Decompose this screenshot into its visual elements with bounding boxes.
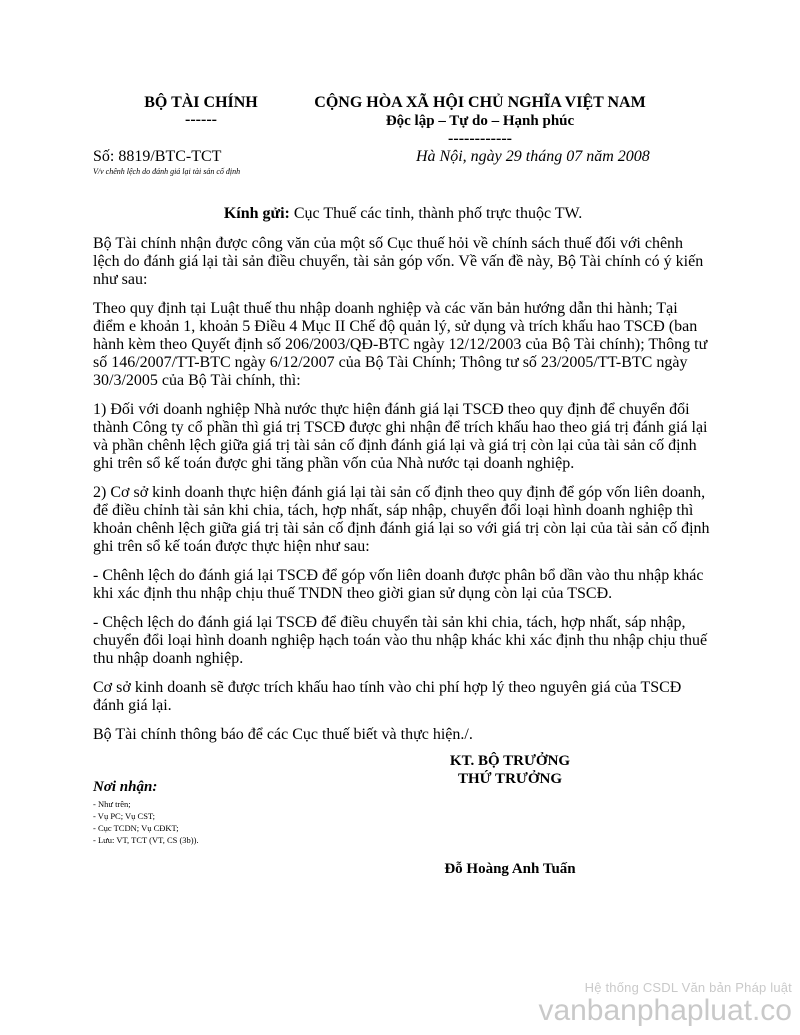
body-paragraph: 2) Cơ sở kinh doanh thực hiện đánh giá lại tài sản cố định theo quy định để góp vốn liên doanh, để điều chỉnh tài sản khi chia, tách, hợp nhất, sáp nhập, chuyển đổi loại hình doanh nghiệp thì khoản chênh lệch giữa giá trị tài sản cố định đánh giá lại so với giá trị còn lại của tài sản cố định ghi trên sổ kế toán được thực hiện như sau: (93, 484, 710, 555)
agency-divider: ------ (185, 111, 217, 128)
recipient-item: - Như trên; (93, 799, 131, 809)
body-paragraph: Bộ Tài chính nhận được công văn của một số Cục thuế hỏi về chính sách thuế đối với chênh lệch do đánh giá lại tài sản điều chuyển, tài sản góp vốn. Về vấn đề này, Bộ Tài chính có ý kiến như sau: (93, 235, 704, 288)
signature-title: KT. BỘ TRƯỞNG (449, 753, 571, 769)
recipient-item: - Vụ PC; Vụ CST; (93, 811, 156, 821)
recipients-block (93, 779, 199, 846)
document-date: Hà Nội, ngày 29 tháng 07 năm 2008 (416, 148, 650, 165)
body-paragraph: Bộ Tài chính thông báo để các Cục thuế biết và thực hiện./. (93, 726, 473, 743)
body-paragraph: Theo quy định tại Luật thuế thu nhập doanh nghiệp và các văn bản hướng dẫn thi hành; Tại điểm e khoản 1, khoản 5 Điều 4 Mục II Chế độ quản lý, sử dụng và trích khấu hao TSCĐ (ban hành kèm theo Quyết định số 206/2003/QĐ-BTC ngày 12/12/2003 của Bộ Tài chính); Thông tư số 146/2007/TT-BTC ngày 6/12/2007 của Bộ Tài Chính; Thông tư số 23/2005/TT-BTC ngày 30/3/2005 của Bộ Tài chính, thì: (93, 300, 708, 389)
document-number: Số: 8819/BTC-TCT (93, 148, 222, 165)
recipients-title: Nơi nhận: (93, 779, 158, 795)
watermark-caption: Hệ thống CSDL Văn bản Pháp luật (584, 980, 792, 995)
recipients-list (93, 798, 199, 846)
signature-block (410, 752, 610, 788)
signer-name: Đỗ Hoàng Anh Tuấn (444, 861, 576, 877)
header-right (300, 94, 660, 147)
document-body (93, 205, 713, 755)
body-paragraph: Cơ sở kinh doanh sẽ được trích khấu hao tính vào chi phí hợp lý theo nguyên giá của TSCĐ đánh giá lại. (93, 679, 682, 714)
recipient-label: Kính gửi: (223, 205, 290, 222)
document-subject: V/v chênh lệch do đánh giá lại tài sản cố định (93, 167, 241, 176)
watermark (538, 980, 792, 1027)
recipient-item: - Cục TCDN; Vụ CĐKT; (93, 823, 179, 833)
header-left (96, 94, 306, 128)
issuing-agency: BỘ TÀI CHÍNH (144, 94, 258, 111)
recipient-value: Cục Thuế các tỉnh, thành phố trực thuộc TW. (289, 205, 583, 222)
body-paragraph: 1) Đối với doanh nghiệp Nhà nước thực hiện đánh giá lại TSCĐ theo quy định để chuyển đổi thành Công ty cổ phần thì giá trị TSCĐ được ghi nhận để trích khấu hao theo giá trị đánh giá lại và phần chênh lệch giữa giá trị tài sản cố định đánh giá lại và giá trị còn lại của tài sản cố định ghi trên sổ kế toán được ghi tăng phần vốn của Nhà nước tại doanh nghiệp. (93, 401, 708, 472)
body-paragraph: - Chênh lệch do đánh giá lại TSCĐ để góp vốn liên doanh được phân bổ dần vào thu nhập khác khi xác định thu nhập chịu thuế TNDN theo giời gian sử dụng còn lại của TSCĐ. (93, 567, 704, 602)
recipient-line (93, 205, 713, 223)
national-title: CỘNG HÒA XÃ HỘI CHỦ NGHĨA VIỆT NAM (314, 94, 646, 111)
watermark-site: vanbanphapluat.co (538, 994, 792, 1027)
body-paragraph: - Chệch lệch do đánh giá lại TSCĐ để điều chuyển tài sản khi chia, tách, hợp nhất, sáp nhập, chuyển đổi loại hình doanh nghiệp hạch toán vào thu nhập khác khi xác định thu nhập chịu thuế thu nhập doanh nghiệp. (93, 614, 708, 667)
recipient-item: - Lưu: VT, TCT (VT, CS (3b)). (93, 835, 199, 845)
national-motto: Độc lập – Tự do – Hạnh phúc (385, 113, 575, 129)
signature-position: THỨ TRƯỞNG (457, 771, 563, 787)
motto-divider: ------------ (448, 130, 512, 147)
